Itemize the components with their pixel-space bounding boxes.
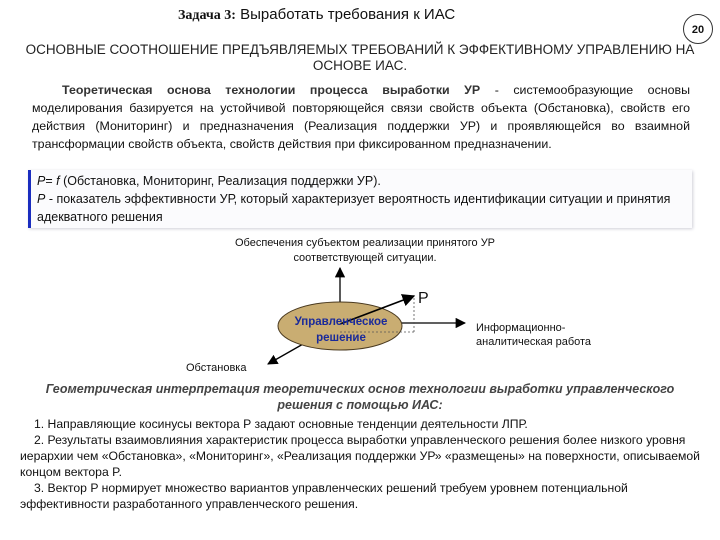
point-item: 1. Направляющие косинусы вектора P задают основные тенденции деятельности ЛПР. — [34, 417, 528, 431]
vector-p-label: P — [418, 290, 429, 307]
theory-text: - системообразующие основы моделирования базируется на устойчивой повторяющейся связи свойств объекта (Обстановка), свойств его действия (Мониторинг) и предназначения (Реализация поддержки УР) и проявляющейся во взаимной трансформации свойств объекта, свойств действия при фиксированном предназначении. — [32, 83, 690, 151]
geometric-title: Геометрическая интерпретация теоретических основ технологии выработки управленческого решения с помощью ИАС: — [45, 382, 675, 412]
task-label: Задача 3: — [178, 8, 236, 23]
theory-lead: Теоретическая основа технологии процесса выработки УР — [62, 83, 481, 97]
point-item: 3. Вектор P нормирует множество вариантов управленческих решений требуем уровнем потенциальной эффективности разработанного управленческого решения. — [20, 481, 628, 511]
page-number-badge: 20 — [683, 14, 713, 44]
formula-line-1: P= f (Обстановка, Мониторинг, Реализация поддержки УР). — [37, 174, 381, 188]
situation-label: Обстановка — [186, 362, 247, 374]
geometric-points — [20, 416, 700, 512]
point-item: 2. Результаты взаимовлияния характеристик процесса выработки управленческого решения более низкого уровня иерархии чем «Обстановка», «Мониторинг», «Реализация поддержки УР» «размещены» на поверхности, описываемой концом вектора P. — [20, 433, 700, 479]
decision-label: Управленческое решение — [294, 316, 388, 344]
diagram-top-caption: Обеспечения субъектом реализации принятого УР соответствующей ситуации. — [234, 237, 496, 264]
main-heading: ОСНОВНЫЕ СООТНОШЕНИЕ ПРЕДЪЯВЛЯЕМЫХ ТРЕБОВАНИЙ К ЭФФЕКТИВНОМУ УПРАВЛЕНИЮ НА ОСНОВЕ ИАС. — [25, 42, 695, 73]
formula-line-2: P - показатель эффективности УР, который характеризует вероятность идентификации ситуации и принятия адекватного решения — [37, 192, 671, 224]
task-text: Выработать требования к ИАС — [240, 6, 456, 23]
info-work-label: Информационно-аналитическая работа — [476, 322, 592, 348]
